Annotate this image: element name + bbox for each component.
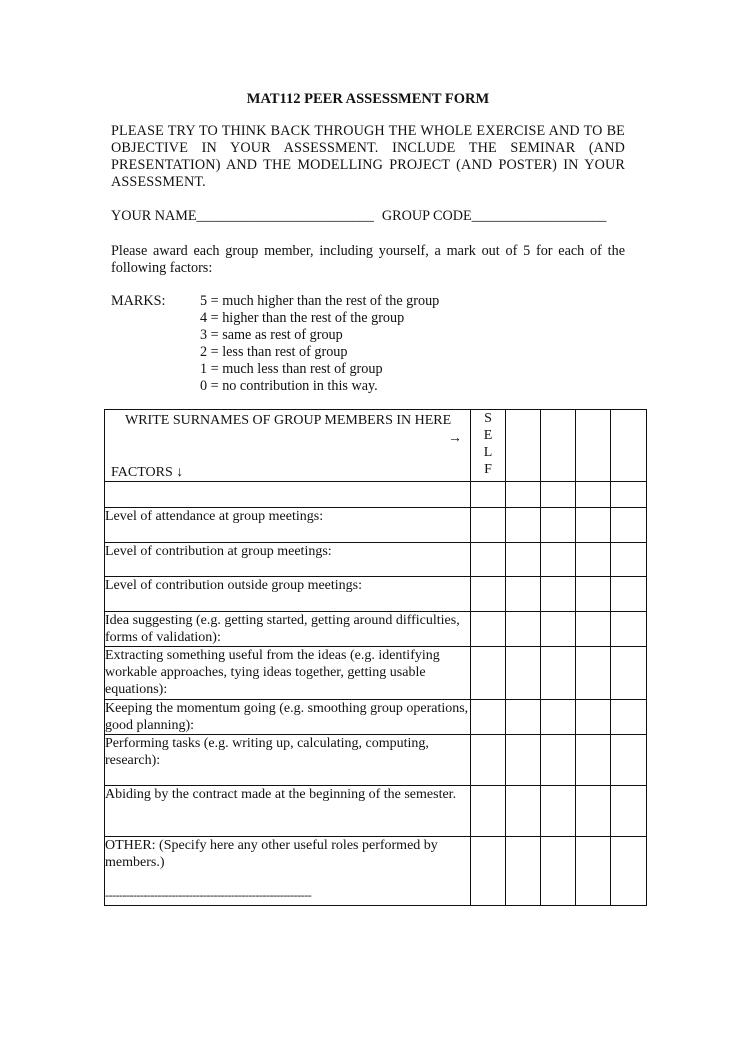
self-letter: F (484, 462, 492, 477)
header-factors-label: FACTORS ↓ (111, 465, 184, 480)
table-row (105, 543, 647, 577)
mark-cell[interactable] (611, 543, 647, 577)
mark-cell[interactable] (611, 647, 647, 700)
mark-cell[interactable] (471, 612, 506, 647)
mark-cell[interactable] (506, 577, 541, 612)
mark-cell[interactable] (611, 700, 647, 735)
mark-cell[interactable] (506, 700, 541, 735)
assessment-table (104, 409, 647, 906)
factor-label: OTHER: (Specify here any other useful roles performed by members.) (105, 838, 438, 870)
mark-cell[interactable] (506, 786, 541, 837)
mark-item-1: 1 = much less than rest of group (200, 361, 383, 377)
mark-cell[interactable] (576, 543, 611, 577)
empty-cell (105, 482, 471, 508)
mark-cell[interactable] (576, 700, 611, 735)
arrow-right-icon: → (448, 431, 462, 446)
table-row (105, 700, 647, 735)
mark-cell[interactable] (541, 577, 576, 612)
header-names-label: WRITE SURNAMES OF GROUP MEMBERS IN HERE (125, 413, 452, 428)
factor-label: Abiding by the contract made at the beginning of the semester. (105, 786, 471, 837)
mark-cell[interactable] (506, 647, 541, 700)
mark-cell[interactable] (541, 647, 576, 700)
mark-cell[interactable] (611, 735, 647, 786)
member-name-cell[interactable] (611, 410, 647, 482)
mark-cell[interactable] (541, 700, 576, 735)
mark-cell[interactable] (576, 786, 611, 837)
table-header-row (105, 410, 647, 482)
mark-cell[interactable] (611, 577, 647, 612)
mark-cell[interactable] (506, 735, 541, 786)
mark-cell[interactable] (611, 786, 647, 837)
mark-cell[interactable] (576, 735, 611, 786)
mark-cell[interactable] (506, 612, 541, 647)
mark-cell[interactable] (541, 612, 576, 647)
mark-cell[interactable] (471, 647, 506, 700)
factor-label: Level of contribution at group meetings: (105, 543, 471, 577)
your-name-field[interactable]: YOUR NAME_________________________ (111, 208, 374, 224)
table-row (105, 647, 647, 700)
self-letter: E (483, 428, 493, 443)
factor-label: Performing tasks (e.g. writing up, calculating, computing, research): (105, 735, 471, 786)
mark-cell[interactable] (471, 508, 506, 543)
mark-cell[interactable] (541, 543, 576, 577)
self-letter: L (483, 445, 493, 460)
other-factor-cell (105, 837, 471, 906)
surname-entry-row (105, 482, 647, 508)
mark-cell[interactable] (611, 837, 647, 906)
mark-cell[interactable] (506, 837, 541, 906)
table-row (105, 508, 647, 543)
factor-label: Level of contribution outside group meetings: (105, 577, 471, 612)
member-name-cell[interactable] (541, 410, 576, 482)
mark-cell[interactable] (471, 786, 506, 837)
mark-cell[interactable] (576, 612, 611, 647)
table-row (105, 735, 647, 786)
other-dashed-line[interactable]: ----------------------------------------------------------- (105, 888, 312, 902)
mark-cell[interactable] (471, 735, 506, 786)
self-column-header (471, 410, 506, 482)
mark-cell[interactable] (576, 482, 611, 508)
mark-cell[interactable] (541, 837, 576, 906)
page-title: MAT112 PEER ASSESSMENT FORM (246, 91, 490, 107)
mark-cell[interactable] (576, 577, 611, 612)
mark-cell[interactable] (576, 837, 611, 906)
mark-cell[interactable] (471, 482, 506, 508)
mark-cell[interactable] (541, 786, 576, 837)
instructions-paragraph: Please award each group member, including yourself, a mark out of 5 for each of the following factors: (111, 243, 625, 276)
table-row-other (105, 837, 647, 906)
mark-cell[interactable] (541, 482, 576, 508)
mark-cell[interactable] (611, 612, 647, 647)
mark-cell[interactable] (576, 508, 611, 543)
mark-cell[interactable] (611, 508, 647, 543)
mark-item-4: 4 = higher than the rest of the group (200, 310, 405, 326)
factor-label: Extracting something useful from the ideas (e.g. identifying workable approaches, tying ideas together, getting usable equations): (105, 647, 471, 700)
mark-cell[interactable] (471, 700, 506, 735)
factor-label: Level of attendance at group meetings: (105, 508, 471, 543)
mark-cell[interactable] (541, 508, 576, 543)
intro-paragraph: PLEASE TRY TO THINK BACK THROUGH THE WHOLE EXERCISE AND TO BE OBJECTIVE IN YOUR ASSESSMENT. INCLUDE THE SEMINAR (AND PRESENTATION) AND THE MODELLING PROJECT (AND POSTER) IN YOUR ASSESSMENT. (111, 123, 625, 190)
mark-cell[interactable] (506, 508, 541, 543)
marks-label: MARKS: (111, 293, 166, 309)
name-group-line (111, 208, 625, 225)
mark-item-5: 5 = much higher than the rest of the group (200, 293, 440, 309)
mark-cell[interactable] (506, 543, 541, 577)
mark-item-3: 3 = same as rest of group (200, 327, 343, 343)
mark-cell[interactable] (471, 837, 506, 906)
mark-cell[interactable] (541, 735, 576, 786)
mark-cell[interactable] (506, 482, 541, 508)
member-name-cell[interactable] (576, 410, 611, 482)
header-cell (105, 410, 471, 482)
mark-cell[interactable] (471, 543, 506, 577)
factor-label: Idea suggesting (e.g. getting started, getting around difficulties, forms of validation): (105, 612, 471, 647)
mark-item-0: 0 = no contribution in this way. (200, 378, 378, 394)
table-row (105, 577, 647, 612)
table-row (105, 612, 647, 647)
mark-cell[interactable] (471, 577, 506, 612)
mark-cell[interactable] (576, 647, 611, 700)
mark-cell[interactable] (611, 482, 647, 508)
member-name-cell[interactable] (506, 410, 541, 482)
self-letter: S (484, 411, 492, 426)
group-code-field[interactable]: GROUP CODE___________________ (381, 208, 607, 224)
factor-label: Keeping the momentum going (e.g. smoothing group operations, good planning): (105, 700, 471, 735)
marks-scale-list (200, 293, 439, 395)
table-row (105, 786, 647, 837)
mark-item-2: 2 = less than rest of group (200, 344, 348, 360)
